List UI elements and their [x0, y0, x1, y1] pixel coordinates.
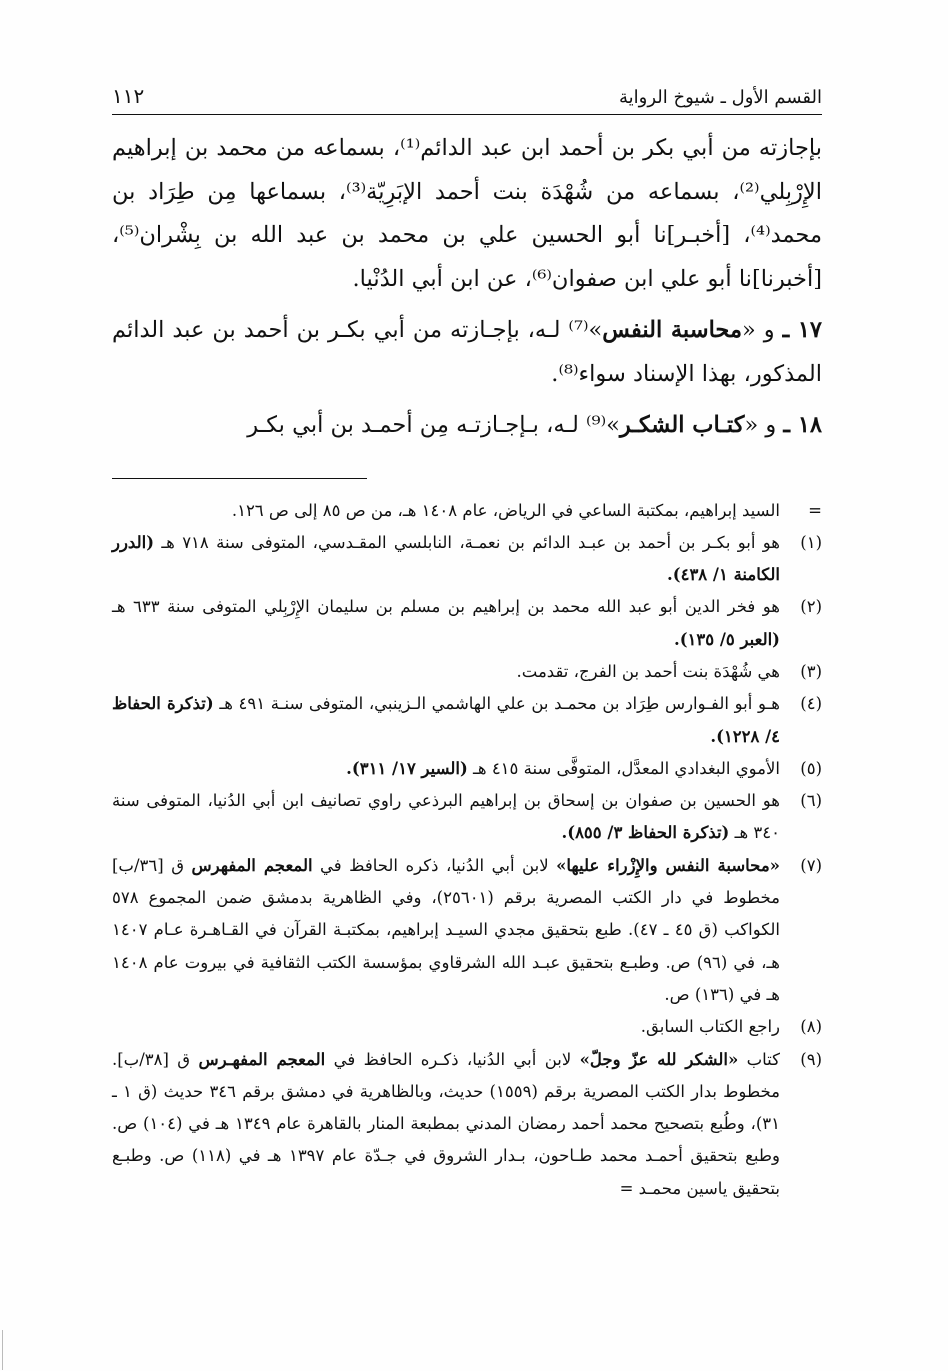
paragraph-item-18: [112, 404, 822, 448]
footnote-reference: (العبر ٥/ ١٣٥).: [673, 629, 780, 649]
footnote-mark: =: [808, 500, 822, 520]
item-text: »⁽⁹⁾ لـه، بـإجـازتـه مِن أحمـد بن أبي بكـر: [247, 412, 620, 438]
footnote-mark: (٦): [800, 791, 822, 811]
footnote-mark: (٢): [800, 597, 822, 617]
footnote-5: [112, 753, 822, 785]
book-title: كتـاب الشكـر: [619, 412, 745, 438]
page-number: ١١٢: [112, 84, 145, 108]
book-title: محاسبة النفس: [602, 317, 743, 343]
footnote-text: هي شُهْدَة بنت أحمد بن الفرج، تقدمت.: [516, 661, 780, 681]
footnote-7: [112, 850, 822, 1011]
footnote-reference: (تذكرة الحفاظ ٣/ ٨٥٥).: [561, 823, 730, 843]
running-header: [112, 84, 822, 115]
footnote-mark: (٩): [800, 1049, 822, 1069]
footnote-reference: المعجم المفهـرس: [198, 1049, 326, 1069]
scan-edge-mark: [2, 1330, 3, 1370]
book-page: [112, 84, 822, 1205]
footnote-text: هو أبو بكـر بن أحمد بن عبـد الدائم بن نعمـة، النابلسي المقـدسي، المتوفى سنة ٧١٨ هـ (الدرر الكامنة ١/ ٤٣٨).: [112, 532, 780, 585]
footnote-text: السيد إبراهيم، بمكتبة الساعي في الرياض، عام ١٤٠٨ هـ، من ص ٨٥ إلى ص ١٢٦.: [231, 500, 780, 520]
footnote-4: [112, 688, 822, 753]
footnote-3: [112, 656, 822, 688]
footnote-reference: (السير ١٧/ ٣١١).: [346, 758, 468, 778]
footnotes: [112, 495, 822, 1206]
paragraph-item-17: [112, 309, 822, 396]
footnote-separator: [112, 478, 367, 479]
footnote-text: هـو أبو الفـوارس طِرَاد بن محمـد بن علي الهاشمي الـزينبي، المتوفى سنـة ٤٩١ هـ (تذكرة الحفاظ ٤/ ١٢٢٨).: [112, 694, 780, 746]
footnote-6: [112, 785, 822, 850]
footnote-text: «محاسبة النفس والإِزْراء عليها» لابن أبي الدُنيا، ذكره الحافظ في المعجم المفهرس ق [٣٦/ب] مخطوط في دار الكتب المصرية برقم (٢٥٦٠١)، وفي الظاهرية بدمشق ضمن المجموع ٥٧٨ الكواكب (ق ٤٥ ـ ٤٧). طبع بتحقيق مجدي السيـد إبراهيم، بمكتبـة القرآن في القـاهـرة عـام ١٤٠٧ هـ، في (٩٦) ص. وطبـع بتحقيق عبـد الله الشرقاوي بمؤسسة الكتب الثقافية في بيروت عام ١٤٠٨ هـ في (١٣٦) ص.: [112, 855, 780, 1004]
footnote-text: راجع الكتاب السابق.: [640, 1017, 780, 1037]
footnote-text: كتاب «الشكر لله عزّ وجلّ» لابن أبي الدُنيا، ذكـره الحافظ في المعجم المفهـرس ق [٣٨/ب]. مخطوط بدار الكتب المصرية برقم (١٥٥٩) حديث، وبالظاهرية في دمشق برقم ٣٤٦ حديث (ق ١ ـ ٣١)، وطُبع بتصحيح محمد أحمد رمضان المدني بمطبعة المنار بالقاهرة عام ١٣٤٩ هـ في (١٠٤) ص. وطبع بتحقيق أحمـد محمد طـاحون، بـدار الشروق في جـدّة عام ١٣٩٧ هـ في (١١٨) ص. وطبـع بتحقيق ياسين محمـد =: [112, 1049, 781, 1198]
footnote-reference: المعجم المفهرس: [191, 855, 313, 875]
footnote-9: [112, 1044, 822, 1205]
paragraph-intro: بإجازته من أبي بكر بن أحمد ابن عبد الدائم⁽¹⁾، بسماعه من محمد بن إبراهيم الإِرْبِلي⁽²⁾، بسماعه من شُهْدَة بنت أحمد الإبَرِيّة⁽³⁾، بسماعها مِن طِرَاد بن محمد⁽⁴⁾، [أخبـر]نا أبو الحسين علي بن محمد بن عبد الله بن بِشْران⁽⁵⁾، [أخبرنا]نا أبو علي ابن صفوان⁽⁶⁾، عن ابن أبي الدُنْيا.: [112, 135, 822, 292]
footnote-mark: (٥): [800, 758, 822, 778]
footnote-2: [112, 591, 822, 656]
footnote-mark: (٣): [800, 661, 822, 681]
footnote-book-title: «الشكر لله عزّ وجلّ»: [579, 1049, 739, 1069]
item-prefix: و «: [742, 317, 775, 343]
footnote-mark: (٤): [800, 694, 822, 714]
main-text: [112, 127, 822, 448]
item-text: »⁽⁷⁾ لـه، بإجـازته من أبي بكـر بن أحمد بن عبد الدائم المذكور، بهذا الإسناد سواء⁽⁸⁾.: [112, 317, 822, 387]
header-title: القسم الأول ـ شيوخ الرواية: [618, 87, 822, 108]
footnote-mark: (٨): [800, 1017, 822, 1037]
item-number: ١٧ ـ: [782, 317, 823, 343]
footnote-text: هو الحسين بن صفوان بن إسحاق بن إبراهيم البرذعي راوي تصانيف ابن أبي الدُنيا، المتوفى سنة ٣٤٠ هـ (تذكرة الحفاظ ٣/ ٨٥٥).: [112, 791, 780, 843]
footnote-text: هو فخر الدين أبو عبد الله محمد بن إبراهيم بن مسلم بن سليمان الإِرْبِلي المتوفى سنة ٦٣٣ هـ (العبر ٥/ ١٣٥).: [112, 597, 780, 649]
footnote-mark: (٧): [800, 855, 822, 875]
footnote-text: الأموي البغدادي المعدَّل، المتوفَّى سنة ٤١٥ هـ (السير ١٧/ ٣١١).: [346, 758, 780, 778]
footnote-continuation: [112, 495, 822, 527]
item-number: ١٨ ـ: [783, 412, 822, 438]
footnote-separator-wrap: [112, 448, 822, 495]
item-prefix: و «: [744, 412, 777, 438]
footnote-8: [112, 1011, 822, 1043]
footnote-reference: (تذكرة الحفاظ ٤/ ١٢٢٨).: [112, 694, 780, 746]
footnote-reference: (الدرر الكامنة ١/ ٤٣٨).: [112, 532, 780, 585]
footnote-book-title: «محاسبة النفس والإِزْراء عليها»: [556, 855, 780, 875]
footnote-1: [112, 527, 822, 592]
footnote-mark: (١): [800, 532, 822, 552]
